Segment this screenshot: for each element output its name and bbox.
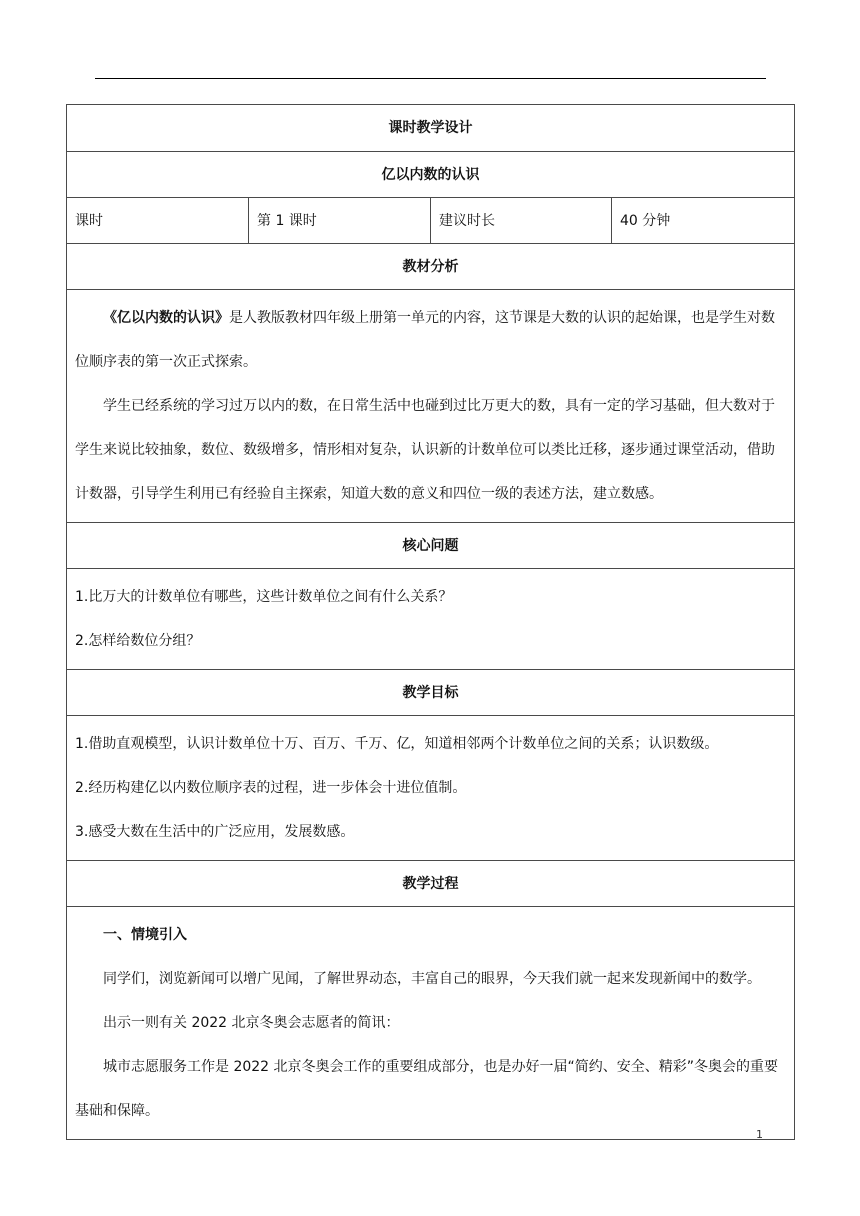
page-number: 1 xyxy=(756,1128,763,1141)
period-label: 课时 xyxy=(67,198,249,244)
goals-content xyxy=(67,716,795,861)
process-content xyxy=(67,907,795,1140)
analysis-paragraph-1-text: 是人教版教材四年级上册第一单元的内容，这节课是大数的认识的起始课，也是学生对数位顺序表的第一次正式探索。 xyxy=(75,310,775,370)
header-rule xyxy=(95,78,766,79)
analysis-heading: 教材分析 xyxy=(67,244,795,290)
document-title: 课时教学设计 xyxy=(67,105,795,152)
goal-3: 3.感受大数在生活中的广泛应用，发展数感。 xyxy=(75,824,355,840)
core-question-1: 1.比万大的计数单位有哪些，这些计数单位之间有什么关系？ xyxy=(75,589,453,605)
process-paragraph-2: 出示一则有关 2022 北京冬奥会志愿者的简讯： xyxy=(103,1015,400,1031)
analysis-paragraph-2: 学生已经系统的学习过万以内的数，在日常生活中也碰到过比万更大的数，具有一定的学习基础，但大数对于学生来说比较抽象，数位、数级增多，情形相对复杂，认识新的计数单位可以类比迁移，逐步通过课堂活动，借助计数器，引导学生利用已有经验自主探索，知道大数的意义和四位一级的表述方法，建立数感。 xyxy=(75,398,775,502)
duration-value: 40 分钟 xyxy=(612,198,795,244)
analysis-content xyxy=(67,290,795,523)
goal-2: 2.经历构建亿以内数位顺序表的过程，进一步体会十进位值制。 xyxy=(75,780,467,796)
duration-label: 建议时长 xyxy=(431,198,612,244)
lesson-design-table xyxy=(66,104,795,1140)
lesson-title: 亿以内数的认识 xyxy=(67,152,795,198)
process-section-1-title: 一、情境引入 xyxy=(103,927,187,943)
analysis-paragraph-1 xyxy=(75,296,786,384)
period-value: 第 1 课时 xyxy=(249,198,431,244)
core-question-heading: 核心问题 xyxy=(67,523,795,569)
goal-1: 1.借助直观模型，认识计数单位十万、百万、千万、亿，知道相邻两个计数单位之间的关系；认识数级。 xyxy=(75,736,719,752)
process-paragraph-3: 城市志愿服务工作是 2022 北京冬奥会工作的重要组成部分，也是办好一届“简约、安全、精彩”冬奥会的重要基础和保障。 xyxy=(75,1059,779,1119)
core-question-content xyxy=(67,569,795,670)
process-paragraph-1: 同学们，浏览新闻可以增广见闻，了解世界动态，丰富自己的眼界，今天我们就一起来发现新闻中的数学。 xyxy=(103,971,761,987)
core-question-2: 2.怎样给数位分组？ xyxy=(75,633,201,649)
goals-heading: 教学目标 xyxy=(67,670,795,716)
process-heading: 教学过程 xyxy=(67,861,795,907)
textbook-title: 《亿以内数的认识》 xyxy=(103,310,229,326)
